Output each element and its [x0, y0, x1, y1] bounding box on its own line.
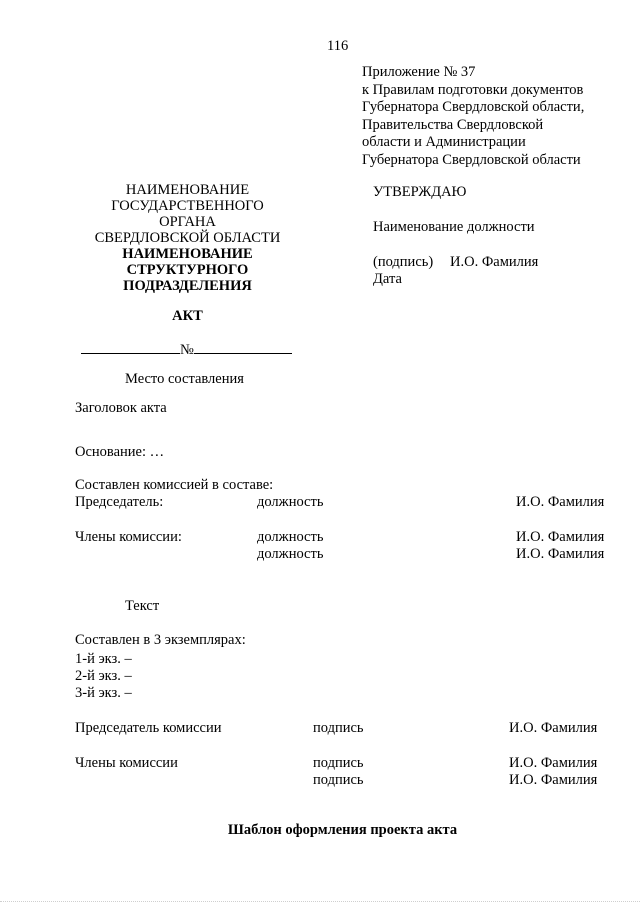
- approval-title: УТВЕРЖДАЮ: [373, 184, 467, 200]
- member-name: И.О. Фамилия: [516, 529, 605, 545]
- signature-chair-name: И.О. Фамилия: [509, 720, 598, 736]
- chair-name: И.О. Фамилия: [516, 494, 605, 510]
- members-label: Члены комиссии:: [75, 529, 182, 545]
- page-number: 116: [327, 38, 349, 54]
- member-position: должность: [257, 546, 324, 562]
- appendix-line: Губернатора Свердловской области,: [362, 99, 585, 115]
- act-heading: Заголовок акта: [75, 400, 167, 416]
- signature-member-sign: подпись: [313, 772, 364, 788]
- act-text: Текст: [125, 598, 160, 614]
- number-blank: [194, 339, 292, 354]
- act-basis: Основание: …: [75, 444, 165, 460]
- chair-position: должность: [257, 494, 324, 510]
- approval-signature: (подпись): [373, 254, 434, 270]
- number-line: [81, 339, 292, 359]
- document-type: АКТ: [172, 308, 203, 324]
- template-caption: Шаблон оформления проекта акта: [227, 822, 458, 838]
- copies-intro: Составлен в 3 экземплярах:: [75, 632, 246, 648]
- signature-member-name: И.О. Фамилия: [509, 772, 598, 788]
- date-blank: [81, 339, 180, 354]
- signature-chair-sign: подпись: [313, 720, 364, 736]
- appendix-line: к Правилам подготовки документов: [362, 81, 584, 98]
- org-line: НАИМЕНОВАНИЕ: [125, 182, 250, 198]
- signature-chair-label: Председатель комиссии: [75, 720, 222, 736]
- page-edge-divider: [0, 901, 640, 902]
- appendix-line: Правительства Свердловской: [362, 116, 544, 133]
- chair-label: Председатель:: [75, 494, 164, 510]
- member-name: И.О. Фамилия: [516, 546, 605, 562]
- subdivision-line: НАИМЕНОВАНИЕ: [122, 246, 253, 262]
- subdivision-line: СТРУКТУРНОГО: [126, 262, 249, 278]
- appendix-line: области и Администрации: [362, 134, 526, 150]
- organization-name: [60, 182, 315, 294]
- approval-position: Наименование должности: [373, 219, 535, 235]
- approval-name: И.О. Фамилия: [450, 254, 539, 270]
- org-line: ОРГАНА: [159, 214, 216, 230]
- org-line: СВЕРДЛОВСКОЙ ОБЛАСТИ: [94, 230, 281, 246]
- member-position: должность: [257, 529, 324, 545]
- appendix-note: [362, 64, 584, 169]
- signature-members-label: Члены комиссии: [75, 755, 178, 771]
- subdivision-line: ПОДРАЗДЕЛЕНИЯ: [123, 278, 252, 294]
- copy-item: 3-й экз. –: [75, 685, 132, 701]
- approval-date: Дата: [373, 271, 402, 287]
- appendix-line: Губернатора Свердловской области: [362, 151, 581, 168]
- commission-intro: Составлен комиссией в составе:: [75, 477, 274, 493]
- signature-member-name: И.О. Фамилия: [509, 755, 598, 771]
- copy-item: 2-й экз. –: [75, 668, 132, 684]
- copy-item: 1-й экз. –: [75, 651, 132, 667]
- appendix-line: Приложение № 37: [362, 64, 476, 80]
- place-of-compilation: Место составления: [125, 371, 244, 387]
- number-sign: №: [180, 342, 194, 358]
- org-line: ГОСУДАРСТВЕННОГО: [111, 198, 264, 214]
- signature-member-sign: подпись: [313, 755, 364, 771]
